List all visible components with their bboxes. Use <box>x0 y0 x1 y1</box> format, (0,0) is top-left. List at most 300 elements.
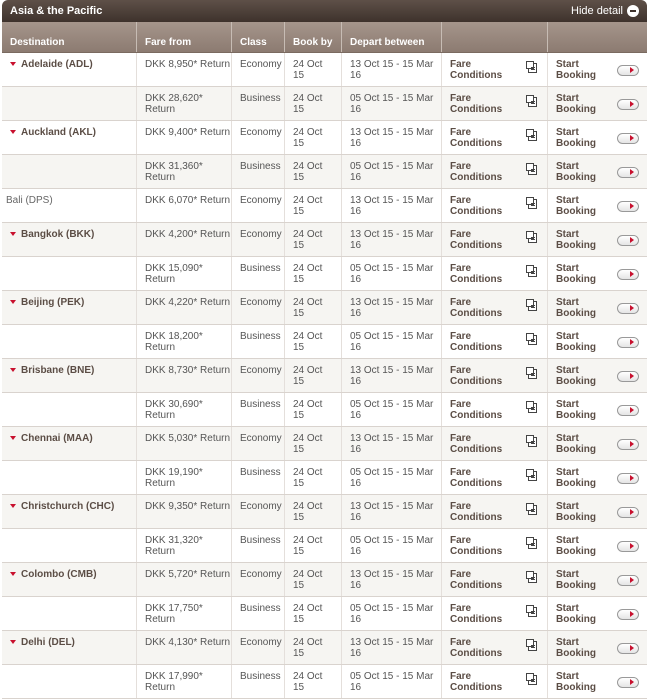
fare-line-1: DKK 19,190* <box>145 467 203 478</box>
document-popup-icon[interactable] <box>528 573 537 583</box>
destination-cell[interactable] <box>2 291 137 324</box>
document-popup-icon[interactable] <box>528 369 537 379</box>
document-popup-icon[interactable] <box>528 199 537 209</box>
expand-triangle-icon[interactable] <box>10 640 16 644</box>
expand-triangle-icon[interactable] <box>10 232 16 236</box>
fare-cell <box>137 461 232 494</box>
fare-cell <box>137 87 232 120</box>
class-cell: Economy <box>232 53 285 86</box>
start-booking-label-line-2: Booking <box>556 648 596 659</box>
start-booking-link[interactable] <box>548 223 647 256</box>
class-cell: Economy <box>232 563 285 596</box>
depart-between-cell <box>342 87 442 120</box>
destination-name: Christchurch (CHC) <box>21 501 115 512</box>
document-popup-icon[interactable] <box>528 505 537 515</box>
start-booking-link[interactable] <box>548 53 647 86</box>
depart-line-2: 16 <box>350 376 362 387</box>
fare-conditions-link[interactable] <box>442 53 548 86</box>
start-booking-link[interactable] <box>548 87 647 120</box>
document-popup-icon[interactable] <box>528 675 537 685</box>
start-booking-label[interactable] <box>556 161 596 183</box>
fare-conditions-label-line-2: Conditions <box>450 614 503 625</box>
document-popup-icon[interactable] <box>528 301 537 311</box>
fare-conditions-label[interactable] <box>450 331 502 353</box>
document-popup-icon[interactable] <box>528 539 537 549</box>
destination-cell <box>2 257 137 290</box>
depart-line-2: 16 <box>350 546 362 557</box>
fare-line-1: DKK 4,220* Return <box>145 297 231 308</box>
expand-triangle-icon[interactable] <box>10 436 16 440</box>
book-by-line-2: 15 <box>293 138 305 149</box>
fare-line-2: Return <box>145 478 176 489</box>
fare-cell <box>137 121 232 154</box>
arrow-right-button-icon[interactable] <box>617 439 639 450</box>
book-by-cell <box>285 189 342 222</box>
table-row <box>2 189 647 223</box>
document-popup-icon[interactable] <box>528 471 537 481</box>
fare-line-1: DKK 31,320* <box>145 535 203 546</box>
arrow-right-button-icon[interactable] <box>617 405 639 416</box>
start-booking-link[interactable] <box>548 121 647 154</box>
fare-conditions-link[interactable] <box>442 563 548 596</box>
start-booking-label-line-2: Booking <box>556 614 596 625</box>
depart-line-1: 05 Oct 15 - 15 Mar <box>350 93 434 104</box>
fare-conditions-label[interactable] <box>450 535 502 557</box>
fare-cell <box>137 597 232 630</box>
book-by-cell <box>285 325 342 358</box>
class-cell: Economy <box>232 359 285 392</box>
fare-conditions-link[interactable] <box>442 121 548 154</box>
fare-conditions-link[interactable] <box>442 665 548 698</box>
start-booking-label-line-2: Booking <box>556 580 596 591</box>
table-row <box>2 529 647 563</box>
fare-conditions-link[interactable] <box>442 529 548 562</box>
start-booking-label[interactable] <box>556 127 596 149</box>
start-booking-link[interactable] <box>548 495 647 528</box>
start-booking-link[interactable] <box>548 461 647 494</box>
document-popup-icon[interactable] <box>528 97 537 107</box>
start-booking-label[interactable] <box>556 331 596 353</box>
arrow-right-button-icon[interactable] <box>617 167 639 178</box>
fare-conditions-label[interactable] <box>450 263 502 285</box>
expand-triangle-icon[interactable] <box>10 504 16 508</box>
arrow-right-button-icon[interactable] <box>617 507 639 518</box>
fare-cell <box>137 665 232 698</box>
fare-conditions-label-line-2: Conditions <box>450 240 503 251</box>
start-booking-link[interactable] <box>548 563 647 596</box>
fare-conditions-link[interactable] <box>442 495 548 528</box>
fare-conditions-link[interactable] <box>442 87 548 120</box>
depart-line-1: 05 Oct 15 - 15 Mar <box>350 671 434 682</box>
fare-conditions-link[interactable] <box>442 631 548 664</box>
depart-between-cell <box>342 495 442 528</box>
document-popup-icon[interactable] <box>528 607 537 617</box>
start-booking-label[interactable] <box>556 433 596 455</box>
table-row <box>2 223 647 257</box>
book-by-line-2: 15 <box>293 648 305 659</box>
start-booking-label[interactable] <box>556 365 596 387</box>
fare-line-1: DKK 8,730* Return <box>145 365 231 376</box>
fare-conditions-label[interactable] <box>450 365 502 387</box>
fare-conditions-link[interactable] <box>442 257 548 290</box>
fare-conditions-label-line-2: Conditions <box>450 274 503 285</box>
document-popup-icon[interactable] <box>528 437 537 447</box>
depart-between-cell <box>342 257 442 290</box>
document-popup-icon[interactable] <box>528 165 537 175</box>
fare-conditions-label[interactable] <box>450 195 502 217</box>
start-booking-label-line-1: Start <box>556 161 579 172</box>
destination-name: Adelaide (ADL) <box>21 59 93 70</box>
destination-cell[interactable] <box>2 359 137 392</box>
fare-conditions-label-line-2: Conditions <box>450 138 503 149</box>
book-by-line-2: 15 <box>293 682 305 693</box>
fare-conditions-link[interactable] <box>442 461 548 494</box>
table-row <box>2 393 647 427</box>
book-by-line-1: 24 Oct <box>293 637 323 648</box>
destination-cell <box>2 597 137 630</box>
document-popup-icon[interactable] <box>528 131 537 141</box>
fare-conditions-label[interactable] <box>450 433 502 455</box>
depart-between-cell <box>342 359 442 392</box>
start-booking-label[interactable] <box>556 501 596 523</box>
book-by-line-2: 15 <box>293 104 305 115</box>
fare-conditions-link[interactable] <box>442 155 548 188</box>
book-by-line-1: 24 Oct <box>293 569 323 580</box>
header-book-by: Book by <box>285 22 342 52</box>
fare-cell <box>137 563 232 596</box>
table-row <box>2 597 647 631</box>
destination-cell[interactable] <box>2 631 137 664</box>
depart-between-cell <box>342 155 442 188</box>
fare-line-2: Return <box>145 410 176 421</box>
fare-line-1: DKK 15,090* <box>145 263 203 274</box>
depart-line-2: 16 <box>350 240 362 251</box>
start-booking-label-line-2: Booking <box>556 308 596 319</box>
depart-between-cell <box>342 427 442 460</box>
start-booking-label[interactable] <box>556 263 596 285</box>
document-popup-icon[interactable] <box>528 233 537 243</box>
book-by-line-1: 24 Oct <box>293 127 323 138</box>
table-row <box>2 665 647 699</box>
depart-line-2: 16 <box>350 648 362 659</box>
fare-conditions-label[interactable] <box>450 671 502 693</box>
start-booking-link[interactable] <box>548 665 647 698</box>
start-booking-label[interactable] <box>556 229 596 251</box>
start-booking-label[interactable] <box>556 399 596 421</box>
start-booking-label-line-1: Start <box>556 93 579 104</box>
expand-triangle-icon[interactable] <box>10 368 16 372</box>
book-by-line-2: 15 <box>293 308 305 319</box>
arrow-right-button-icon[interactable] <box>617 371 639 382</box>
book-by-line-1: 24 Oct <box>293 399 323 410</box>
class-cell: Business <box>232 461 285 494</box>
table-row <box>2 461 647 495</box>
depart-between-cell <box>342 461 442 494</box>
book-by-cell <box>285 359 342 392</box>
fare-cell <box>137 495 232 528</box>
start-booking-link[interactable] <box>548 291 647 324</box>
class-cell: Business <box>232 529 285 562</box>
start-booking-label-line-1: Start <box>556 297 579 308</box>
fare-conditions-label-line-1: Fare <box>450 161 472 172</box>
depart-line-2: 16 <box>350 512 362 523</box>
start-booking-label-line-2: Booking <box>556 138 596 149</box>
book-by-line-1: 24 Oct <box>293 331 323 342</box>
start-booking-label[interactable] <box>556 93 596 115</box>
book-by-line-2: 15 <box>293 546 305 557</box>
depart-line-2: 16 <box>350 682 362 693</box>
fare-conditions-link[interactable] <box>442 325 548 358</box>
table-row <box>2 359 647 393</box>
start-booking-link[interactable] <box>548 155 647 188</box>
book-by-cell <box>285 257 342 290</box>
fare-conditions-label-line-2: Conditions <box>450 104 503 115</box>
table-row <box>2 427 647 461</box>
fare-line-2: Return <box>145 104 176 115</box>
fare-line-1: DKK 9,400* Return <box>145 127 231 138</box>
start-booking-label[interactable] <box>556 297 596 319</box>
book-by-line-1: 24 Oct <box>293 93 323 104</box>
depart-line-1: 05 Oct 15 - 15 Mar <box>350 467 434 478</box>
expand-triangle-icon[interactable] <box>10 300 16 304</box>
depart-line-1: 05 Oct 15 - 15 Mar <box>350 161 434 172</box>
start-booking-link[interactable] <box>548 631 647 664</box>
fare-conditions-label[interactable] <box>450 93 502 115</box>
fare-conditions-label-line-2: Conditions <box>450 648 503 659</box>
fare-line-1: DKK 4,130* Return <box>145 637 231 648</box>
panel-titlebar <box>2 0 647 22</box>
fare-line-2: Return <box>145 546 176 557</box>
table-row <box>2 291 647 325</box>
destination-name: Beijing (PEK) <box>21 297 85 308</box>
arrow-right-button-icon[interactable] <box>617 99 639 110</box>
fare-conditions-label[interactable] <box>450 603 502 625</box>
destination-cell[interactable] <box>2 563 137 596</box>
start-booking-label-line-1: Start <box>556 399 579 410</box>
start-booking-label[interactable] <box>556 569 596 591</box>
fare-cell <box>137 359 232 392</box>
start-booking-link[interactable] <box>548 393 647 426</box>
book-by-cell <box>285 563 342 596</box>
header-destination: Destination <box>2 22 137 52</box>
fare-conditions-link[interactable] <box>442 427 548 460</box>
start-booking-link[interactable] <box>548 597 647 630</box>
depart-line-2: 16 <box>350 614 362 625</box>
arrow-right-button-icon[interactable] <box>617 269 639 280</box>
fare-conditions-label-line-2: Conditions <box>450 580 503 591</box>
book-by-cell <box>285 291 342 324</box>
header-depart-between: Depart between <box>342 22 442 52</box>
arrow-right-button-icon[interactable] <box>617 235 639 246</box>
book-by-line-1: 24 Oct <box>293 263 323 274</box>
fare-cell <box>137 325 232 358</box>
destination-cell[interactable] <box>2 223 137 256</box>
book-by-cell <box>285 223 342 256</box>
book-by-line-2: 15 <box>293 206 305 217</box>
start-booking-label-line-1: Start <box>556 263 579 274</box>
depart-between-cell <box>342 121 442 154</box>
fare-line-1: DKK 8,950* Return <box>145 59 231 70</box>
fare-conditions-link[interactable] <box>442 359 548 392</box>
start-booking-label-line-1: Start <box>556 229 579 240</box>
start-booking-label-line-2: Booking <box>556 682 596 693</box>
fare-conditions-label-line-2: Conditions <box>450 478 503 489</box>
start-booking-label[interactable] <box>556 671 596 693</box>
start-booking-label[interactable] <box>556 59 596 81</box>
start-booking-link[interactable] <box>548 427 647 460</box>
fare-conditions-label-line-1: Fare <box>450 399 472 410</box>
book-by-line-1: 24 Oct <box>293 59 323 70</box>
header-fare-from: Fare from <box>137 22 232 52</box>
fare-conditions-label-line-2: Conditions <box>450 376 503 387</box>
fare-cell <box>137 257 232 290</box>
fare-conditions-label-line-1: Fare <box>450 297 472 308</box>
fare-conditions-label[interactable] <box>450 59 502 81</box>
fare-conditions-link[interactable] <box>442 223 548 256</box>
fare-conditions-label[interactable] <box>450 569 502 591</box>
start-booking-label[interactable] <box>556 637 596 659</box>
depart-line-2: 16 <box>350 206 362 217</box>
arrow-right-button-icon[interactable] <box>617 303 639 314</box>
fare-conditions-label-line-2: Conditions <box>450 308 503 319</box>
arrow-right-button-icon[interactable] <box>617 609 639 620</box>
expand-triangle-icon[interactable] <box>10 130 16 134</box>
start-booking-link[interactable] <box>548 325 647 358</box>
destination-name: Brisbane (BNE) <box>21 365 95 376</box>
depart-line-1: 13 Oct 15 - 15 Mar <box>350 297 434 308</box>
expand-triangle-icon[interactable] <box>10 62 16 66</box>
arrow-right-button-icon[interactable] <box>617 677 639 688</box>
start-booking-label[interactable] <box>556 603 596 625</box>
start-booking-label-line-1: Start <box>556 59 579 70</box>
fare-conditions-label-line-1: Fare <box>450 93 472 104</box>
document-popup-icon[interactable] <box>528 267 537 277</box>
class-cell: Business <box>232 393 285 426</box>
fare-conditions-label-line-1: Fare <box>450 59 472 70</box>
fare-line-1: DKK 17,750* <box>145 603 203 614</box>
fare-line-2: Return <box>145 682 176 693</box>
expand-triangle-icon[interactable] <box>10 572 16 576</box>
fare-conditions-label[interactable] <box>450 467 502 489</box>
fare-conditions-label[interactable] <box>450 399 502 421</box>
start-booking-label-line-1: Start <box>556 569 579 580</box>
depart-line-1: 05 Oct 15 - 15 Mar <box>350 399 434 410</box>
fare-conditions-link[interactable] <box>442 597 548 630</box>
fare-conditions-link[interactable] <box>442 393 548 426</box>
book-by-line-2: 15 <box>293 410 305 421</box>
start-booking-label-line-1: Start <box>556 127 579 138</box>
destination-cell[interactable] <box>2 495 137 528</box>
start-booking-label[interactable] <box>556 195 596 217</box>
book-by-line-2: 15 <box>293 274 305 285</box>
class-cell: Economy <box>232 291 285 324</box>
fare-line-2: Return <box>145 614 176 625</box>
start-booking-label[interactable] <box>556 467 596 489</box>
book-by-line-2: 15 <box>293 376 305 387</box>
fare-conditions-link[interactable] <box>442 189 548 222</box>
arrow-right-button-icon[interactable] <box>617 643 639 654</box>
document-popup-icon[interactable] <box>528 335 537 345</box>
book-by-cell <box>285 121 342 154</box>
book-by-cell <box>285 495 342 528</box>
fare-conditions-label[interactable] <box>450 127 502 149</box>
destination-cell[interactable] <box>2 427 137 460</box>
fare-conditions-label-line-1: Fare <box>450 433 472 444</box>
document-popup-icon[interactable] <box>528 403 537 413</box>
book-by-line-1: 24 Oct <box>293 161 323 172</box>
class-cell: Business <box>232 665 285 698</box>
start-booking-label-line-2: Booking <box>556 172 596 183</box>
fare-conditions-link[interactable] <box>442 291 548 324</box>
table-row <box>2 121 647 155</box>
start-booking-link[interactable] <box>548 257 647 290</box>
destination-name: Bangkok (BKK) <box>21 229 95 240</box>
depart-line-1: 13 Oct 15 - 15 Mar <box>350 433 434 444</box>
arrow-right-button-icon[interactable] <box>617 65 639 76</box>
class-cell: Business <box>232 257 285 290</box>
start-booking-label[interactable] <box>556 535 596 557</box>
arrow-right-button-icon[interactable] <box>617 133 639 144</box>
document-popup-icon[interactable] <box>528 63 537 73</box>
arrow-right-button-icon[interactable] <box>617 473 639 484</box>
hide-detail-button[interactable] <box>571 5 639 17</box>
document-popup-icon[interactable] <box>528 641 537 651</box>
book-by-cell <box>285 597 342 630</box>
depart-line-1: 05 Oct 15 - 15 Mar <box>350 263 434 274</box>
fare-conditions-label-line-2: Conditions <box>450 682 503 693</box>
start-booking-label-line-2: Booking <box>556 546 596 557</box>
start-booking-label-line-1: Start <box>556 467 579 478</box>
header-start-booking <box>548 22 647 52</box>
fare-conditions-label-line-2: Conditions <box>450 546 503 557</box>
book-by-line-2: 15 <box>293 342 305 353</box>
fare-conditions-label[interactable] <box>450 637 502 659</box>
class-cell: Economy <box>232 427 285 460</box>
depart-line-1: 13 Oct 15 - 15 Mar <box>350 229 434 240</box>
start-booking-link[interactable] <box>548 529 647 562</box>
book-by-line-1: 24 Oct <box>293 229 323 240</box>
start-booking-label-line-2: Booking <box>556 240 596 251</box>
destination-cell <box>2 87 137 120</box>
destination-cell[interactable] <box>2 121 137 154</box>
start-booking-label-line-2: Booking <box>556 342 596 353</box>
depart-line-1: 13 Oct 15 - 15 Mar <box>350 195 434 206</box>
arrow-right-button-icon[interactable] <box>617 201 639 212</box>
fare-line-1: DKK 9,350* Return <box>145 501 231 512</box>
arrow-right-button-icon[interactable] <box>617 575 639 586</box>
fare-line-1: DKK 4,200* Return <box>145 229 231 240</box>
depart-line-1: 13 Oct 15 - 15 Mar <box>350 127 434 138</box>
arrow-right-button-icon[interactable] <box>617 337 639 348</box>
fare-conditions-label[interactable] <box>450 229 502 251</box>
fare-line-2: Return <box>145 342 176 353</box>
fare-cell <box>137 155 232 188</box>
start-booking-label-line-1: Start <box>556 331 579 342</box>
fare-cell <box>137 393 232 426</box>
arrow-right-button-icon[interactable] <box>617 541 639 552</box>
fare-conditions-label[interactable] <box>450 297 502 319</box>
depart-line-1: 05 Oct 15 - 15 Mar <box>350 603 434 614</box>
fare-conditions-label[interactable] <box>450 161 502 183</box>
start-booking-label-line-2: Booking <box>556 70 596 81</box>
depart-line-2: 16 <box>350 172 362 183</box>
fare-conditions-label[interactable] <box>450 501 502 523</box>
start-booking-link[interactable] <box>548 359 647 392</box>
destination-cell[interactable] <box>2 53 137 86</box>
start-booking-link[interactable] <box>548 189 647 222</box>
fare-line-2: Return <box>145 172 176 183</box>
book-by-cell <box>285 393 342 426</box>
